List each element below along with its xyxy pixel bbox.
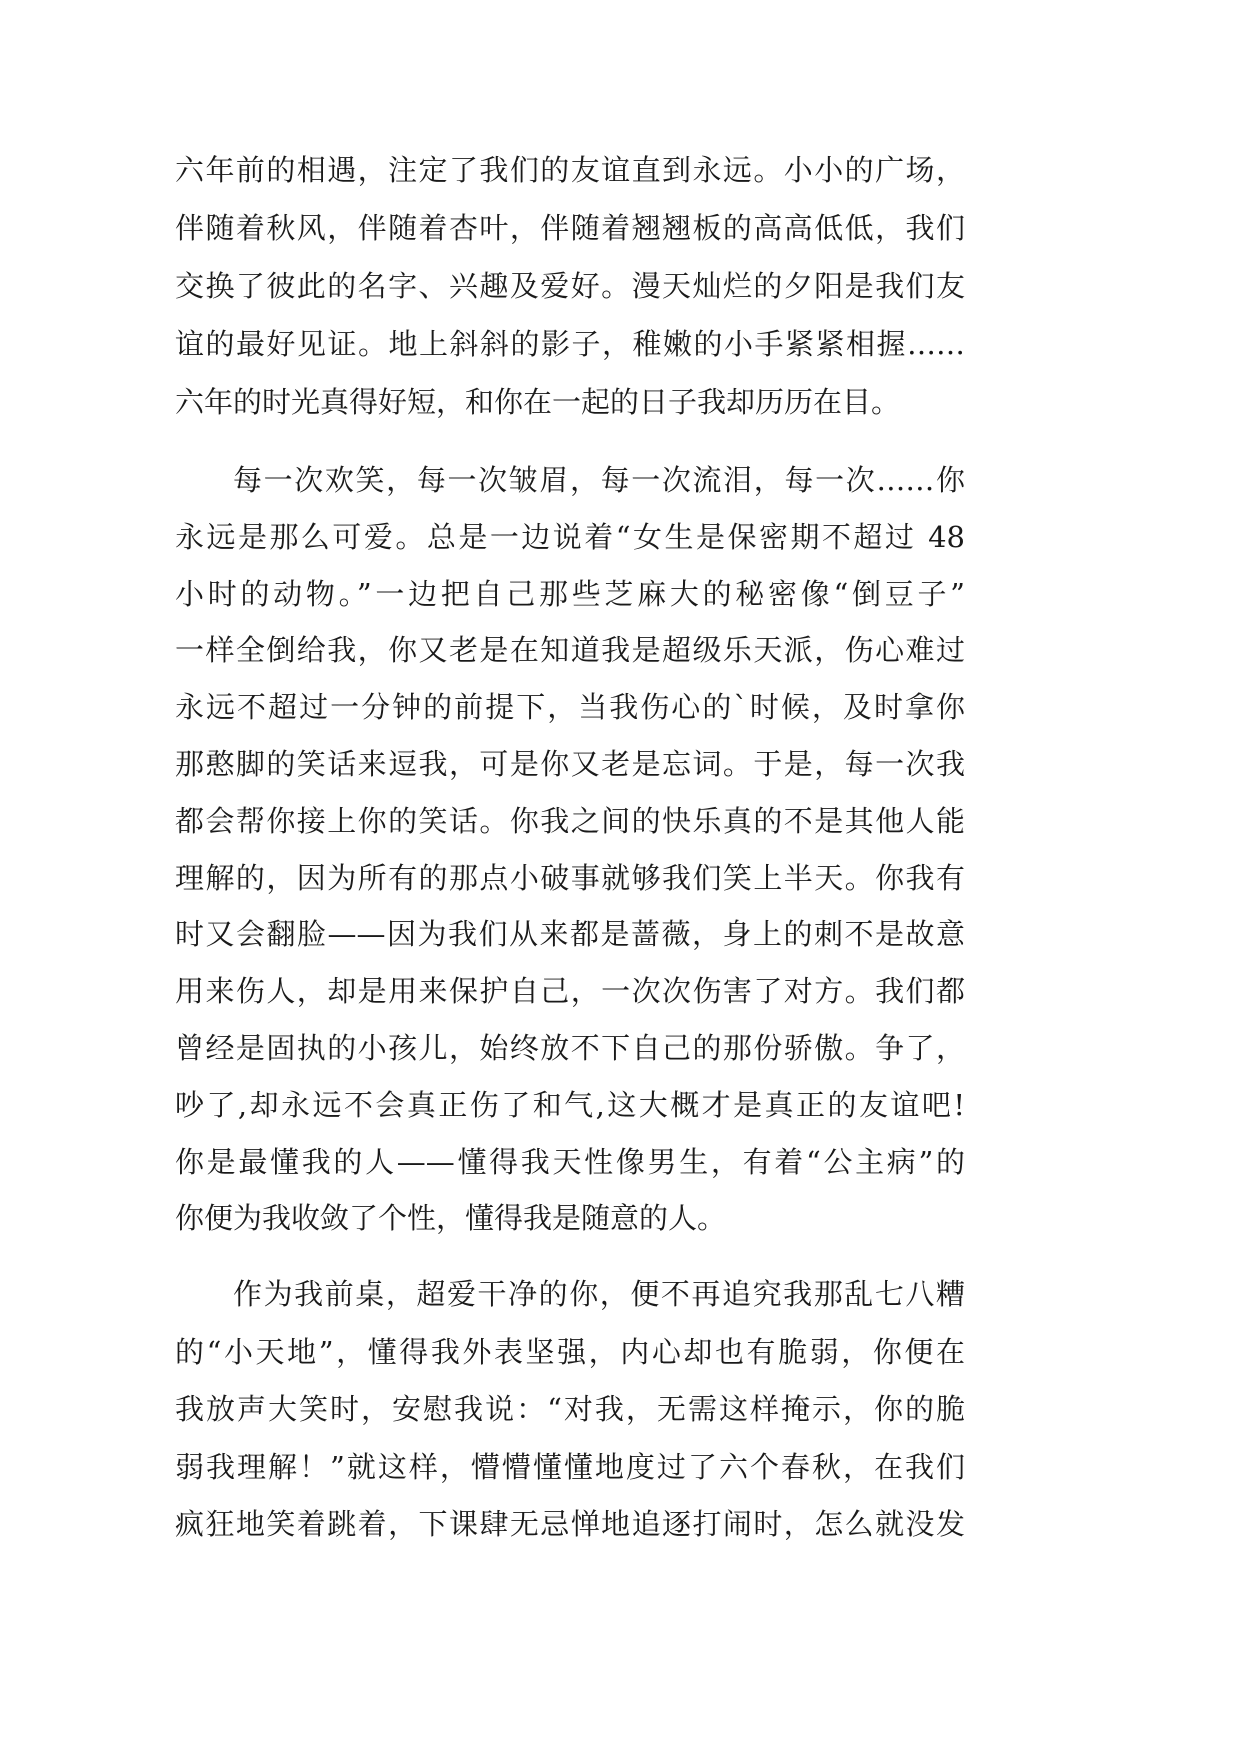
paragraph-3 xyxy=(175,1266,965,1554)
text-line: 用来伤人，却是用来保护自己，一次次伤害了对方。我们都 xyxy=(175,974,965,1009)
text-line: 你便为我收敛了个性，懂得我是随意的人。 xyxy=(175,1201,727,1236)
text-line: 交换了彼此的名字、兴趣及爱好。漫天灿烂的夕阳是我们友 xyxy=(175,269,965,303)
text-line: 时又会翻脸——因为我们从来都是蔷薇，身上的刺不是故意 xyxy=(175,917,965,952)
text-line: 永远不超过一分钟的前提下，当我伤心的`时候，及时拿你 xyxy=(175,690,965,725)
text-line: 理解的，因为所有的那点小破事就够我们笑上半天。你我有 xyxy=(175,860,965,895)
text-line: 谊的最好见证。地上斜斜的影子，稚嫩的小手紧紧相握…… xyxy=(175,327,965,361)
text-line: 小时的动物。”一边把自己那些芝麻大的秘密像“倒豆子” xyxy=(175,576,965,611)
text-line: 六年前的相遇，注定了我们的友谊直到永远。小小的广场， xyxy=(175,153,965,187)
text-line: 疯狂地笑着跳着，下课肆无忌惮地追逐打闹时，怎么就没发 xyxy=(175,1507,965,1541)
text-line: 一样全倒给我，你又老是在知道我是超级乐天派，伤心难过 xyxy=(175,633,965,668)
text-line: 我放声大笑时，安慰我说：“对我，无需这样掩示，你的脆 xyxy=(175,1392,965,1426)
text-line: 的“小天地”，懂得我外表坚强，内心却也有脆弱，你便在 xyxy=(175,1334,965,1369)
text-line: 作为我前桌，超爱干净的你，便不再追究我那乱七八糟 xyxy=(233,1277,965,1311)
text-line: 曾经是固执的小孩儿，始终放不下自己的那份骄傲。争了， xyxy=(175,1030,965,1065)
text-line: 伴随着秋风，伴随着杏叶，伴随着翘翘板的高高低低，我们 xyxy=(175,211,965,245)
text-line: 那憨脚的笑话来逗我，可是你又老是忘词。于是，每一次我 xyxy=(175,746,965,781)
text-line: 弱我理解！”就这样，懵懵懂懂地度过了六个春秋，在我们 xyxy=(175,1449,965,1484)
text-line: 六年的时光真得好短，和你在一起的日子我却历历在目。 xyxy=(175,385,901,419)
text-line: 每一次欢笑，每一次皱眉，每一次流泪，每一次……你 xyxy=(233,463,965,497)
paragraph-1 xyxy=(175,141,965,431)
paragraph-2 xyxy=(175,452,965,1247)
text-line: 永远是那么可爱。总是一边说着“女生是保密期不超过 48 xyxy=(175,519,965,554)
text-line: 都会帮你接上你的笑话。你我之间的快乐真的不是其他人能 xyxy=(175,803,965,838)
text-line: 你是最懂我的人——懂得我天性像男生，有着“公主病”的 xyxy=(175,1144,965,1179)
text-line: 吵了,却永远不会真正伤了和气,这大概才是真正的友谊吧! xyxy=(175,1087,965,1122)
